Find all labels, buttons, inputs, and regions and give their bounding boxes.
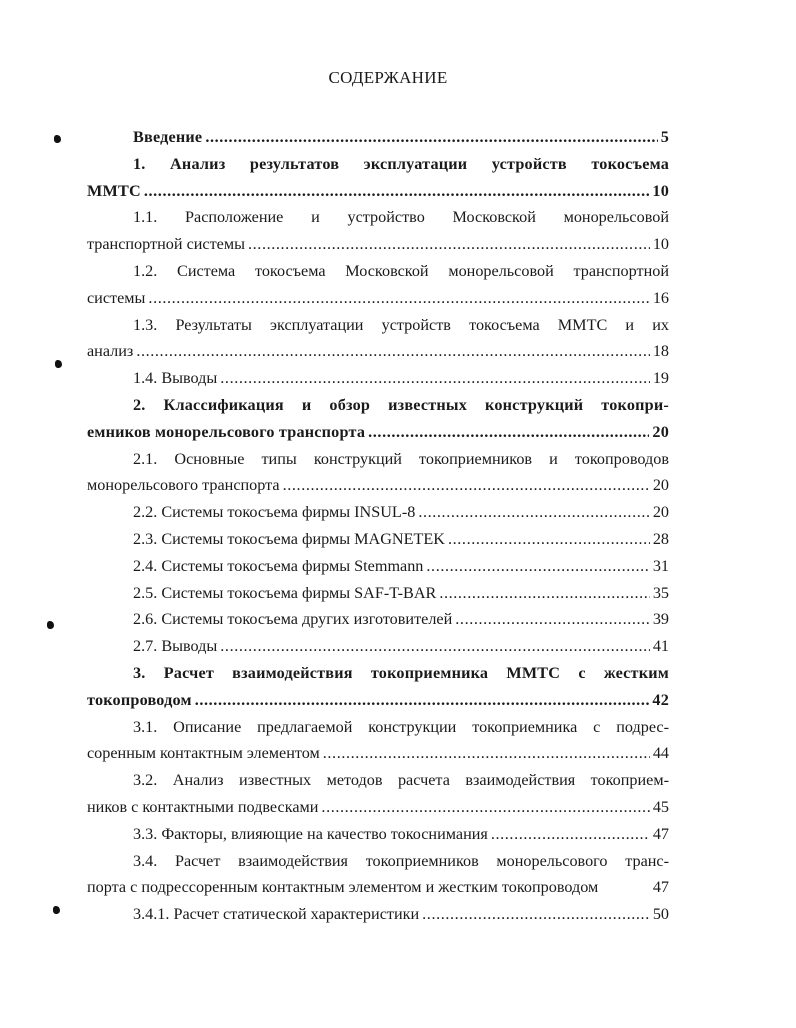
dot-leader [491,821,650,848]
dot-leader [205,124,657,151]
dot-leader [136,338,650,365]
toc-page-number: 20 [652,422,669,441]
toc-page-number: 47 [652,824,669,843]
toc-entry-text: транспортной системы [87,235,245,254]
dot-leader [248,231,650,258]
scan-mark [54,135,61,143]
toc-entry [87,446,669,500]
toc-entry-text: 3. Расчет взаимодействия токоприемника ММТС с жестким [133,663,669,682]
dot-leader [220,633,650,660]
toc-entry-leader-line [87,874,669,901]
scan-mark [47,621,54,629]
toc-entry-text: 2.3. Системы токосъема фирмы MAGNETEK [133,529,445,548]
toc-entry [87,606,669,633]
toc-entry-leader-line [87,365,669,392]
toc-entry-leader-line [87,633,669,660]
toc-entry-text: 2.1. Основные типы конструкций токоприемников и токопроводов [133,449,669,468]
toc-page-number: 42 [652,690,669,709]
toc-entry [87,124,669,151]
toc-page-number: 20 [652,503,669,522]
toc-entry-text: 1.4. Выводы [133,369,218,388]
toc-page-number: 19 [652,369,669,388]
toc-entry-text: 3.2. Анализ известных методов расчета взаимодействия токоприем- [133,771,669,790]
toc-entry [87,204,669,258]
toc-entry [87,714,669,768]
toc-entry-text: 1.1. Расположение и устройство Московской монорельсовой [133,208,669,227]
toc-entry-text: емников монорельсового транспорта [87,422,366,441]
dot-leader [195,687,650,714]
toc-entry-text: порта с подрессоренным контактным элементом и жестким токопроводом [87,878,599,897]
toc-entry-text: токопроводом [87,690,192,709]
toc-entry-leader-line [87,580,669,607]
toc-entry-text: 2. Классификация и обзор известных конструкций токопри- [133,395,669,414]
toc-entry-text: 3.3. Факторы, влияющие на качество токоснимания [133,824,488,843]
dot-leader [220,365,650,392]
toc-page-number: 47 [652,878,669,897]
dot-leader [144,178,650,205]
toc-entry-leader-line [87,338,669,365]
toc-page-number: 50 [652,905,669,924]
toc-entry [87,901,669,928]
toc-entry-leader-line [87,901,669,928]
toc-entry [87,151,669,205]
toc-entry [87,526,669,553]
toc-page-number: 20 [652,476,669,495]
toc-entry [87,312,669,366]
toc-page-number: 45 [652,797,669,816]
toc-entry-text: системы [87,288,146,307]
dot-leader [321,794,649,821]
toc-entry-text: Введение [133,128,203,146]
toc-page-number: 31 [652,556,669,575]
toc-entry [87,660,669,714]
toc-entry-leader-line [87,606,669,633]
toc-entry-leader-line [87,285,669,312]
toc-entry [87,392,669,446]
toc-entry-leader-line [87,231,669,258]
toc-page-number: 18 [652,342,669,361]
dot-leader [426,553,649,580]
toc-entry [87,633,669,660]
toc-entry-leader-line [87,499,669,526]
dot-leader [448,526,650,553]
dot-leader [148,285,649,312]
toc-entry-leader-line [87,687,669,714]
toc-entry-text: 1.2. Система токосъема Московской монорельсовой транспортной [133,261,669,280]
toc-entry-text: монорельсового транспорта [87,476,280,495]
toc-page-number: 35 [652,583,669,602]
toc-entry-leader-line [87,740,669,767]
toc-entry [87,365,669,392]
toc-entry [87,848,669,902]
toc-entry [87,580,669,607]
dot-leader [283,472,650,499]
dot-leader [368,419,649,446]
dot-leader [323,740,650,767]
table-of-contents [87,124,669,928]
toc-page-number: 44 [652,744,669,763]
toc-entry-leader-line [87,419,669,446]
toc-entry-text: 2.6. Системы токосъема других изготовителей [133,610,453,629]
toc-entry-text: анализ [87,342,134,361]
toc-entry [87,258,669,312]
toc-entry-text: 1.3. Результаты эксплуатации устройств токосъема ММТС и их [133,315,669,334]
toc-page-number: 10 [652,235,669,254]
dot-leader [418,499,650,526]
toc-entry-leader-line [87,821,669,848]
toc-page-number: 39 [652,610,669,629]
dot-leader [422,901,650,928]
toc-entry-text: соренным контактным элементом [87,744,320,763]
toc-entry [87,821,669,848]
toc-page-number: 28 [652,529,669,548]
dot-leader [455,606,650,633]
toc-entry-text: ников с контактными подвесками [87,797,319,816]
page-title: СОДЕРЖАНИЕ [328,68,448,87]
toc-entry-text: 2.4. Системы токосъема фирмы Stemmann [133,556,424,575]
toc-entry-text: 3.4. Расчет взаимодействия токоприемников монорельсового транс- [133,851,669,870]
toc-entry-text: 2.5. Системы токосъема фирмы SAF-T-BAR [133,583,437,602]
toc-entry [87,499,669,526]
toc-entry-text: 1. Анализ результатов эксплуатации устройств токосъема [133,154,669,173]
toc-entry-leader-line [87,472,669,499]
toc-entry-text: 3.1. Описание предлагаемой конструкции токоприемника с подрес- [133,717,669,736]
toc-entry [87,767,669,821]
scan-mark [55,360,62,368]
toc-entry-leader-line [87,124,669,151]
scan-mark [53,906,60,914]
toc-page-number: 41 [652,637,669,656]
toc-entry-leader-line [87,526,669,553]
toc-entry-leader-line [87,553,669,580]
toc-entry-text: ММТС [87,181,141,200]
toc-entry-leader-line [87,794,669,821]
toc-page-number: 5 [660,128,669,146]
toc-page-number: 16 [652,288,669,307]
toc-entry-text: 3.4.1. Расчет статической характеристики [133,905,420,924]
toc-entry-leader-line [87,178,669,205]
toc-entry-text: 2.2. Системы токосъема фирмы INSUL-8 [133,503,416,522]
dot-leader [439,580,649,607]
toc-page-number: 10 [652,181,669,200]
toc-entry [87,553,669,580]
toc-entry-text: 2.7. Выводы [133,637,218,656]
